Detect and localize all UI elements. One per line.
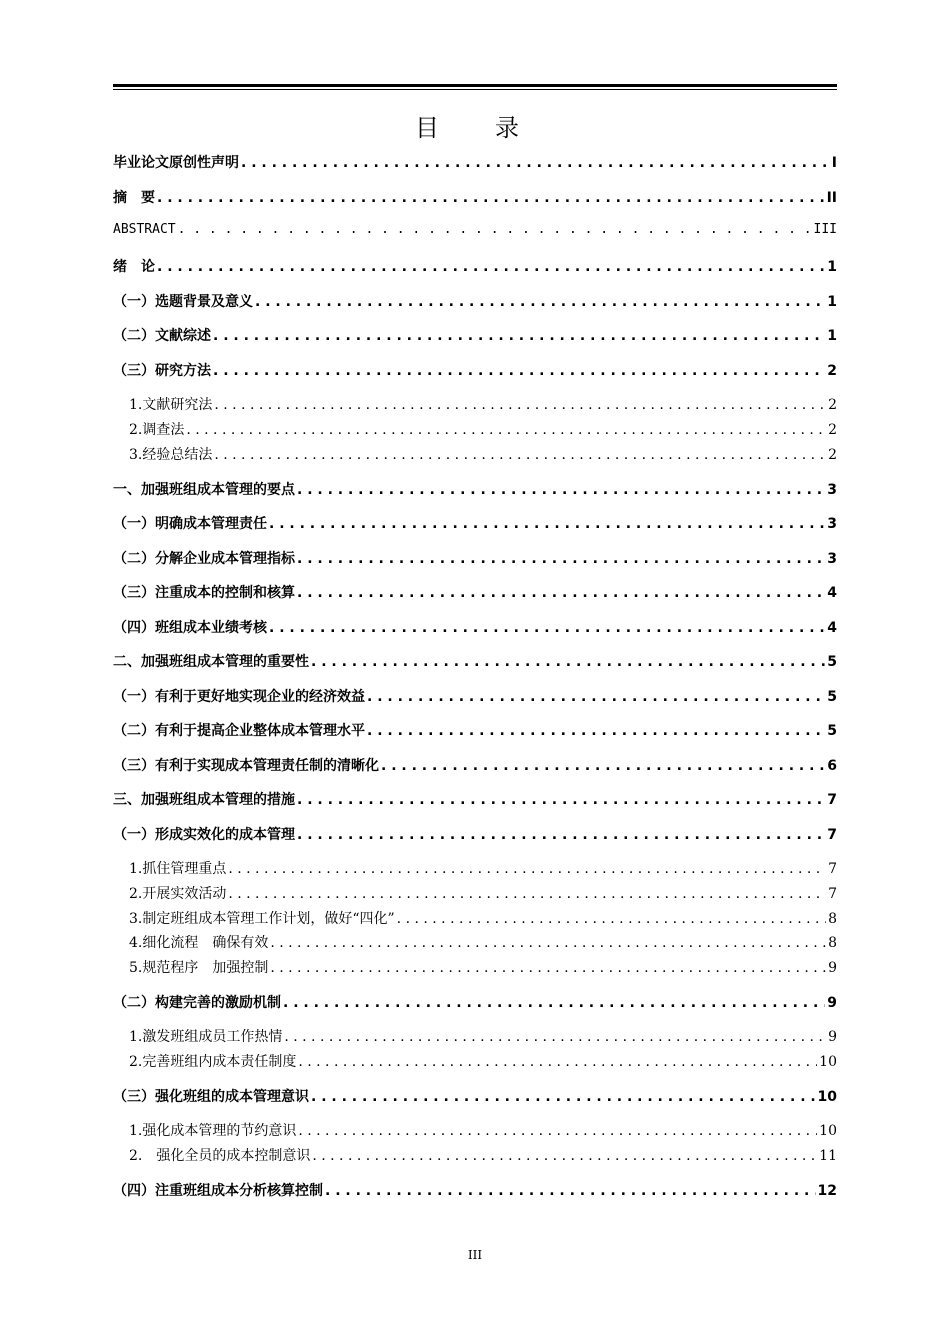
toc-entry-text: 3.经验总结法 (129, 447, 213, 463)
leader-dots (367, 723, 825, 739)
toc-entry-text: 一、加强班组成本管理的要点 (113, 482, 295, 498)
toc-entry-text: 2.开展实效活动 (129, 886, 227, 902)
header-rule-thick (113, 84, 837, 87)
leader-dots (241, 155, 830, 171)
leader-dots (255, 294, 825, 310)
toc-entry-text: （三）有利于实现成本管理责任制的清晰化 (113, 758, 379, 774)
toc-entry[interactable] (113, 686, 837, 706)
toc-entry[interactable] (113, 325, 837, 345)
toc-entry-page: 8 (828, 911, 837, 927)
toc-entry-page: 7 (828, 886, 837, 902)
toc-entry[interactable] (113, 291, 837, 311)
toc-entry-page: 3 (827, 516, 837, 532)
leader-dots (157, 190, 825, 206)
leader-dots (213, 363, 825, 379)
toc-entry[interactable] (113, 651, 837, 671)
toc-entry-text: 绪 论 (113, 259, 155, 275)
toc-entry-text: （二）文献综述 (113, 328, 211, 344)
toc-entry[interactable] (113, 1145, 837, 1165)
toc-entry-text: 4.细化流程 确保有效 (129, 935, 269, 951)
toc-entry-text: 毕业论文原创性声明 (113, 155, 239, 171)
toc-entry-page: 2 (828, 422, 837, 438)
toc-entry-page: 4 (827, 620, 837, 636)
toc-entry-page: 2 (827, 363, 837, 379)
toc-entry-page: 4 (827, 585, 837, 601)
leader-dots (311, 654, 825, 670)
toc-entry-text: （四）班组成本业绩考核 (113, 620, 267, 636)
header-rule-thin (113, 89, 837, 90)
toc-entry[interactable] (113, 883, 837, 903)
toc-entry-page: 2 (828, 447, 837, 463)
toc-entry[interactable] (113, 755, 837, 775)
toc-entry-page: 5 (827, 689, 837, 705)
leader-dots (270, 960, 826, 976)
leader-dots (297, 827, 825, 843)
toc-entry-text: 摘 要 (113, 190, 155, 206)
leader-dots (367, 689, 825, 705)
toc-entry[interactable] (113, 1051, 837, 1071)
toc-entry-page: 7 (827, 827, 837, 843)
toc-entry[interactable] (113, 479, 837, 499)
toc-entry-page: 9 (828, 960, 837, 976)
toc-entry-text: ABSTRACT (113, 222, 176, 237)
toc-entry-page: 8 (828, 935, 837, 951)
toc-entry[interactable] (113, 957, 837, 977)
toc-entry-text: 1.抓住管理重点 (129, 861, 227, 877)
toc-entry-page: 10 (817, 1089, 837, 1105)
toc-entry-page: 9 (828, 1029, 837, 1045)
toc-entry[interactable] (113, 789, 837, 809)
leader-dots (228, 886, 826, 902)
footer-page-number: III (467, 1248, 483, 1262)
toc-entry-text: 1.激发班组成员工作热情 (129, 1029, 283, 1045)
leader-dots (213, 328, 825, 344)
leader-dots (269, 516, 825, 532)
toc-entry[interactable] (113, 908, 837, 928)
toc-entry[interactable] (113, 152, 837, 172)
leader-dots (214, 397, 826, 413)
toc-entry[interactable] (113, 256, 837, 276)
toc-title: 目 录 (415, 114, 535, 142)
toc-entry-page: 2 (828, 397, 837, 413)
leader-dots (381, 758, 825, 774)
leader-dots (186, 422, 826, 438)
leader-dots (298, 1054, 817, 1070)
leader-dots (269, 620, 825, 636)
toc-entry-text: 1.强化成本管理的节约意识 (129, 1123, 297, 1139)
toc-entry[interactable] (113, 992, 837, 1012)
leader-dots (214, 447, 826, 463)
toc-entry-page: 3 (827, 482, 837, 498)
leader-dots (283, 995, 825, 1011)
toc-entry[interactable] (113, 444, 837, 464)
toc-entry[interactable] (113, 932, 837, 952)
toc-entry-page: 12 (817, 1183, 837, 1199)
leader-dots (297, 551, 825, 567)
toc-entry-page: I (831, 155, 837, 171)
toc-entry-page: 3 (827, 551, 837, 567)
toc-entry-page: 1 (827, 259, 837, 275)
toc-entry-text: （一）有利于更好地实现企业的经济效益 (113, 689, 365, 705)
leader-dots (270, 935, 826, 951)
toc-entry-text: 1.文献研究法 (129, 397, 213, 413)
leader-dots (228, 861, 826, 877)
toc-entry[interactable] (113, 1026, 837, 1046)
toc-entry[interactable] (113, 548, 837, 568)
toc-entry-page: II (826, 190, 837, 206)
leader-dots (397, 911, 826, 927)
toc-entry-page: 7 (827, 792, 837, 808)
toc-entry[interactable] (113, 222, 837, 242)
leader-dots (312, 1148, 817, 1164)
toc-entry-page: 5 (827, 723, 837, 739)
toc-entry-text: 5.规范程序 加强控制 (129, 960, 269, 976)
toc-entry[interactable] (113, 394, 837, 414)
leader-dots (297, 482, 825, 498)
toc-entry-page: 6 (827, 758, 837, 774)
toc-entry-page: 10 (819, 1123, 837, 1139)
toc-entry[interactable] (113, 419, 837, 439)
toc-entry-page: 1 (827, 328, 837, 344)
toc-entry-text: 2.完善班组内成本责任制度 (129, 1054, 297, 1070)
toc-entry-text: （二）构建完善的激励机制 (113, 995, 281, 1011)
toc-entry-text: 二、加强班组成本管理的重要性 (113, 654, 309, 670)
toc-entry-page: 5 (827, 654, 837, 670)
toc-entry-text: （一）形成实效化的成本管理 (113, 827, 295, 843)
toc-entry[interactable] (113, 617, 837, 637)
toc-entry-page: 9 (827, 995, 837, 1011)
toc-entry-page: III (813, 222, 837, 237)
toc-entry-text: （三）注重成本的控制和核算 (113, 585, 295, 601)
leader-dots (284, 1029, 826, 1045)
leader-dots (178, 222, 812, 237)
toc-entry[interactable] (113, 858, 837, 878)
toc-entry[interactable] (113, 582, 837, 602)
toc-entry[interactable] (113, 360, 837, 380)
toc-entry-page: 1 (827, 294, 837, 310)
toc-entry[interactable] (113, 720, 837, 740)
toc-entry[interactable] (113, 824, 837, 844)
toc-entry[interactable] (113, 187, 837, 207)
toc-entry-text: 2. 强化全员的成本控制意识 (129, 1148, 311, 1164)
toc-entry[interactable] (113, 513, 837, 533)
toc-entry-text: （三）研究方法 (113, 363, 211, 379)
toc-entry-text: （四）注重班组成本分析核算控制 (113, 1183, 323, 1199)
leader-dots (325, 1183, 816, 1199)
toc-entry-page: 7 (828, 861, 837, 877)
leader-dots (297, 792, 825, 808)
toc-entry-text: （二）有利于提高企业整体成本管理水平 (113, 723, 365, 739)
toc-entry-text: （一）明确成本管理责任 (113, 516, 267, 532)
toc-entry[interactable] (113, 1120, 837, 1140)
toc-entry[interactable] (113, 1180, 837, 1200)
toc-entry-text: 3.制定班组成本管理工作计划，做好“四化” (129, 911, 395, 927)
leader-dots (311, 1089, 816, 1105)
leader-dots (157, 259, 825, 275)
toc-entry-page: 10 (819, 1054, 837, 1070)
toc-entry-text: （一）选题背景及意义 (113, 294, 253, 310)
toc-entry-text: 三、加强班组成本管理的措施 (113, 792, 295, 808)
toc-entry-page: 11 (819, 1148, 837, 1164)
toc-entry[interactable] (113, 1086, 837, 1106)
leader-dots (298, 1123, 817, 1139)
toc-entry-text: （三）强化班组的成本管理意识 (113, 1089, 309, 1105)
leader-dots (297, 585, 825, 601)
toc-entry-text: 2.调查法 (129, 422, 185, 438)
toc-entry-text: （二）分解企业成本管理指标 (113, 551, 295, 567)
